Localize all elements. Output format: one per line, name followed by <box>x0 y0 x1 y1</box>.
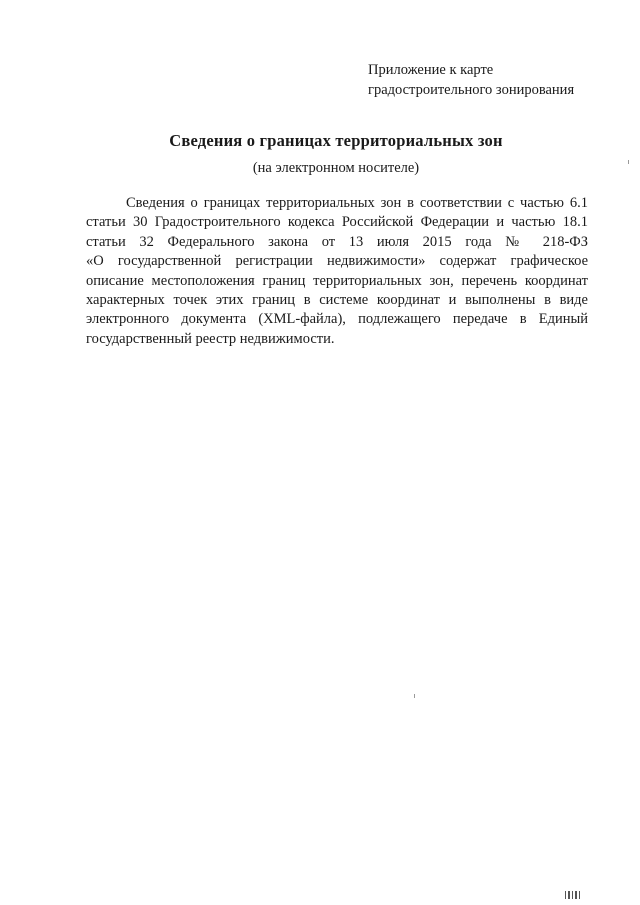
barcode-mark <box>565 891 580 899</box>
paragraph-line: статьи 30 Градостроительного кодекса Российской Федерации и частью 18.1 <box>86 214 588 231</box>
body-paragraph <box>86 194 588 349</box>
paragraph-line: Сведения о границах территориальных зон в соответствии с частью 6.1 <box>126 195 588 211</box>
paragraph-line: «О государственной регистрации недвижимости» содержат графическое <box>86 253 588 270</box>
scan-speck <box>628 160 629 164</box>
paragraph-line: электронного документа (XML-файла), подлежащего передаче в Единый <box>86 311 588 328</box>
paragraph-line: государственный реестр недвижимости. <box>86 330 335 347</box>
document-title: Сведения о границах территориальных зон <box>169 131 503 150</box>
paragraph-line: статьи 32 Федерального закона от 13 июля 2015 года № 218-ФЗ <box>86 233 588 250</box>
paragraph-line: описание местоположения границ территориальных зон, перечень координат <box>86 272 588 289</box>
paragraph-line: характерных точек этих границ в системе координат и выполнены в виде <box>86 292 588 309</box>
appendix-line-1: Приложение к карте <box>368 62 494 78</box>
scan-speck <box>414 694 415 698</box>
appendix-note <box>368 60 618 100</box>
appendix-line-2: градостроительного зонирования <box>368 82 575 98</box>
document-subtitle: (на электронном носителе) <box>252 160 420 176</box>
